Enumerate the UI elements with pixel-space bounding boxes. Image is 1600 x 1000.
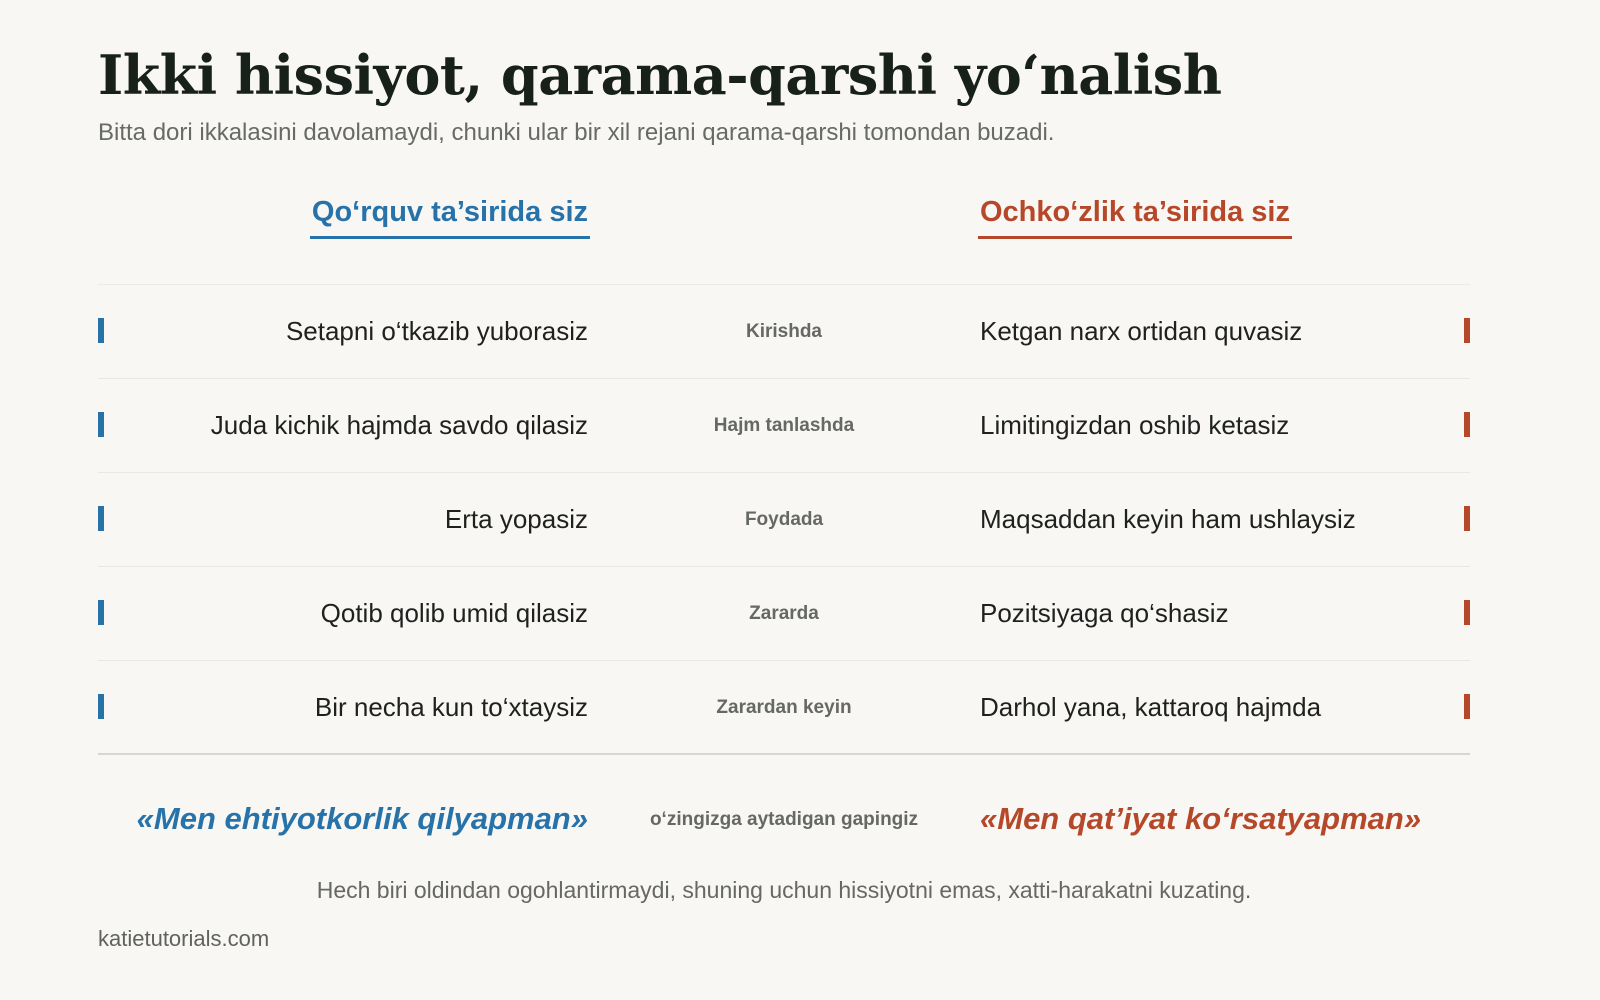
greed-self-talk-quote: «Men qat’iyat ko‘rsatyapman» (980, 801, 1422, 836)
fear-behavior: Setapni o‘tkazib yuborasiz (285, 316, 588, 346)
greed-marker-icon (1464, 318, 1470, 343)
table-row (98, 378, 1470, 472)
table-row (98, 472, 1470, 566)
fear-column-heading: Qo‘rquv ta’sirida siz (310, 193, 590, 239)
greed-marker-icon (1464, 600, 1470, 625)
stage-label: Kirishda (745, 321, 823, 342)
fear-behavior: Erta yopasiz (444, 504, 588, 534)
greed-marker-icon (1464, 412, 1470, 437)
self-talk-label: o‘zingizga aytadigan gapingiz (649, 809, 919, 830)
fear-self-talk-quote: «Men ehtiyotkorlik qilyapman» (136, 801, 588, 836)
greed-marker-icon (1464, 694, 1470, 719)
fear-behavior: Juda kichik hajmda savdo qilasiz (210, 410, 588, 440)
greed-behavior: Maqsaddan keyin ham ushlaysiz (980, 504, 1356, 534)
section-divider (98, 753, 1470, 755)
fear-marker-icon (98, 600, 104, 625)
fear-marker-icon (98, 412, 104, 437)
table-row (98, 566, 1470, 660)
footer-site-name: katietutorials.com (98, 926, 270, 951)
page (98, 0, 1470, 980)
stage-label: Zararda (749, 603, 819, 624)
greed-behavior: Darhol yana, kattaroq hajmda (980, 692, 1322, 722)
table-row (98, 284, 1470, 378)
greed-behavior: Ketgan narx ortidan quvasiz (980, 316, 1303, 346)
comparison-table (98, 284, 1470, 754)
closing-note: Hech biri oldindan ogohlantirmaydi, shuning uchun hissiyotni emas, xatti-harakatni kuzating. (316, 877, 1252, 903)
page-subtitle: Bitta dori ikkalasini davolamaydi, chunki ular bir xil rejani qarama-qarshi tomondan buzadi. (98, 119, 1055, 146)
fear-behavior: Bir necha kun to‘xtaysiz (314, 692, 588, 722)
stage-label: Hajm tanlashda (713, 415, 855, 436)
greed-behavior: Pozitsiyaga qo‘shasiz (980, 598, 1229, 628)
fear-marker-icon (98, 506, 104, 531)
page-title: Ikki hissiyot, qarama-qarshi yo‘nalish (98, 43, 1222, 107)
stage-label: Foydada (744, 509, 824, 530)
fear-behavior: Qotib qolib umid qilasiz (320, 598, 588, 628)
greed-marker-icon (1464, 506, 1470, 531)
table-row (98, 660, 1470, 754)
stage-label: Zarardan keyin (716, 697, 852, 718)
greed-column-heading: Ochko‘zlik ta’sirida siz (978, 193, 1292, 239)
greed-behavior: Limitingizdan oshib ketasiz (980, 410, 1290, 440)
fear-marker-icon (98, 318, 104, 343)
fear-marker-icon (98, 694, 104, 719)
